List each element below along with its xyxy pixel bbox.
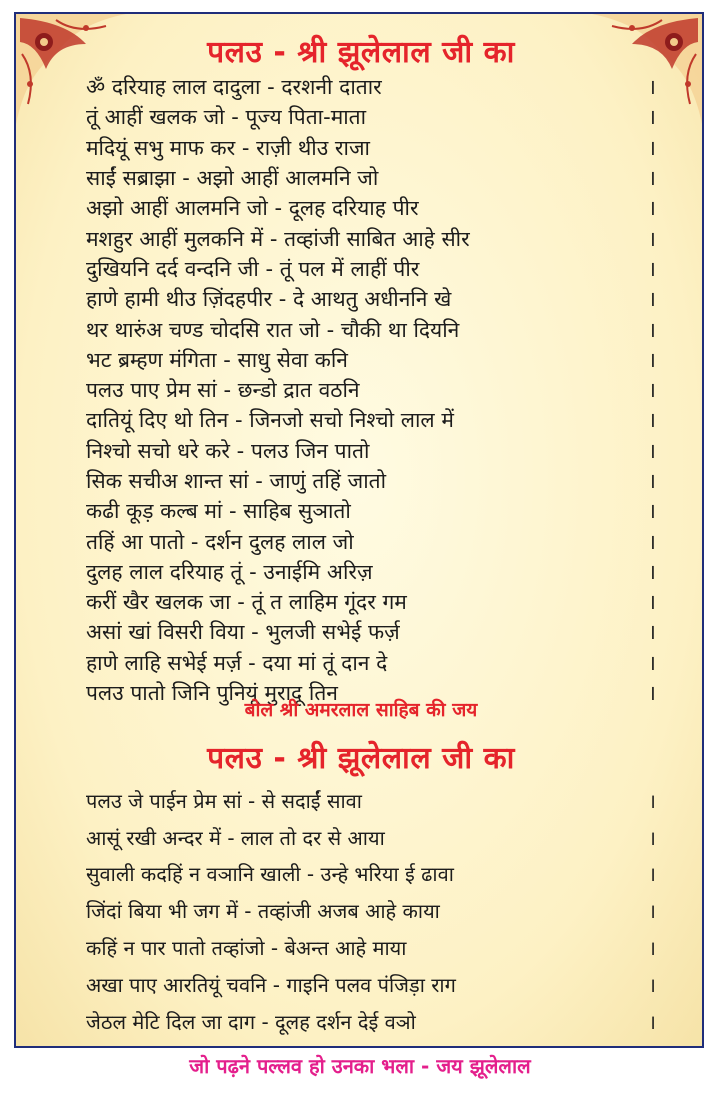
verse-line: हाणे हामी थीउ ज़िंदहपीर - दे आथतु अधीननि खे । <box>86 287 656 312</box>
verse-line: कहिं न पार पातो तव्हांजो - बेअन्त आहे माया । <box>86 936 656 961</box>
verse-line: असां खां विसरी विया - भुलजी सभेई फर्ज़ । <box>86 620 656 645</box>
verse-line: अझो आहीं आलमनि जो - दूलह दरियाह पीर । <box>86 196 656 221</box>
verse-line: थर थारुंअ चण्ड चोदसि रात जो - चौकी था दियनि । <box>86 317 656 342</box>
verse-line: दातियूं दिए थो तिन - जिनजो सचो निश्चो लाल में । <box>86 408 656 433</box>
verse-block-1 <box>86 72 656 708</box>
section-title-1: पलउ - श्री झूलेलाल जी का <box>207 35 515 70</box>
verse-line: आसूं रखी अन्दर में - लाल तो दर से आया । <box>86 825 656 850</box>
verse-line: पलउ जे पाईन प्रेम सां - से सदाईं सावा । <box>86 788 656 813</box>
verse-line: निश्चो सचो धरे करे - पलउ जिन पातो । <box>86 438 656 463</box>
verse-line: तहिं आ पातो - दर्शन दुलह लाल जो । <box>86 529 656 554</box>
verse-line: अखा पाए आरतियूं चवनि - गाइनि पलव पंजिड़ा राग । <box>86 972 656 997</box>
verse-line: पलउ पातो जिनि पुनियूं मुरादू तिन । <box>86 681 656 706</box>
verse-line: मदियूं सभु माफ कर - राज़ी थीउ राजा । <box>86 135 656 160</box>
verse-line: तूं आहीं खलक जो - पूज्य पिता-माता । <box>86 105 656 130</box>
verse-line: करीं खैर खलक जा - तूं त लाहिम गूंदर गम । <box>86 590 656 615</box>
verse-block-2 <box>86 782 656 1040</box>
verse-line: मशहुर आहीं मुलकनि में - तव्हांजी साबित आहे सीर । <box>86 226 656 251</box>
verse-line: जेठल मेटि दिल जा दाग - दूलह दर्शन देई वञो । <box>86 1009 656 1034</box>
verse-line: ॐ दरियाह लाल दादुला - दरशनी दातार । <box>86 75 656 100</box>
jay-slogan: बोल श्री अमरलाल साहिब की जय <box>244 699 478 721</box>
verse-line: सुवाली कदहिं न वञानि खाली - उन्हे भरिया ई ढावा । <box>86 862 656 887</box>
verse-line: पलउ पाए प्रेम सां - छन्डो द्रात वठनि । <box>86 378 656 403</box>
verse-line: सिक सचीअ शान्त सां - जाणुं तहिं जातो । <box>86 469 656 493</box>
footer-slogan: जो पढ़ने पल्लव हो उनका भला - जय झूलेलाल <box>189 1054 531 1078</box>
verse-line: दुखियनि दर्द वन्दनि जी - तूं पल में लाहीं पीर । <box>86 256 656 281</box>
verse-line: साईं सब्राझा - अझो आहीं आलमनि जो । <box>86 166 656 191</box>
verse-line: दुलह लाल दरियाह तूं - उनाईमि अरिज़ । <box>86 559 656 584</box>
verse-line: कढी कूड़ कल्ब मां - साहिब सुञातो । <box>86 499 656 524</box>
verse-line: हाणे लाहि सभेई मर्ज़ - दया मां तूं दान दे । <box>86 650 656 675</box>
verse-line: भट ब्रम्हण मंगिता - साधु सेवा कनि । <box>86 347 656 372</box>
section-title-2: पलउ - श्री झूलेलाल जी का <box>207 741 515 776</box>
prayer-card <box>14 12 704 1048</box>
verse-line: जिंदां बिया भी जग में - तव्हांजी अजब आहे काया । <box>86 899 656 924</box>
